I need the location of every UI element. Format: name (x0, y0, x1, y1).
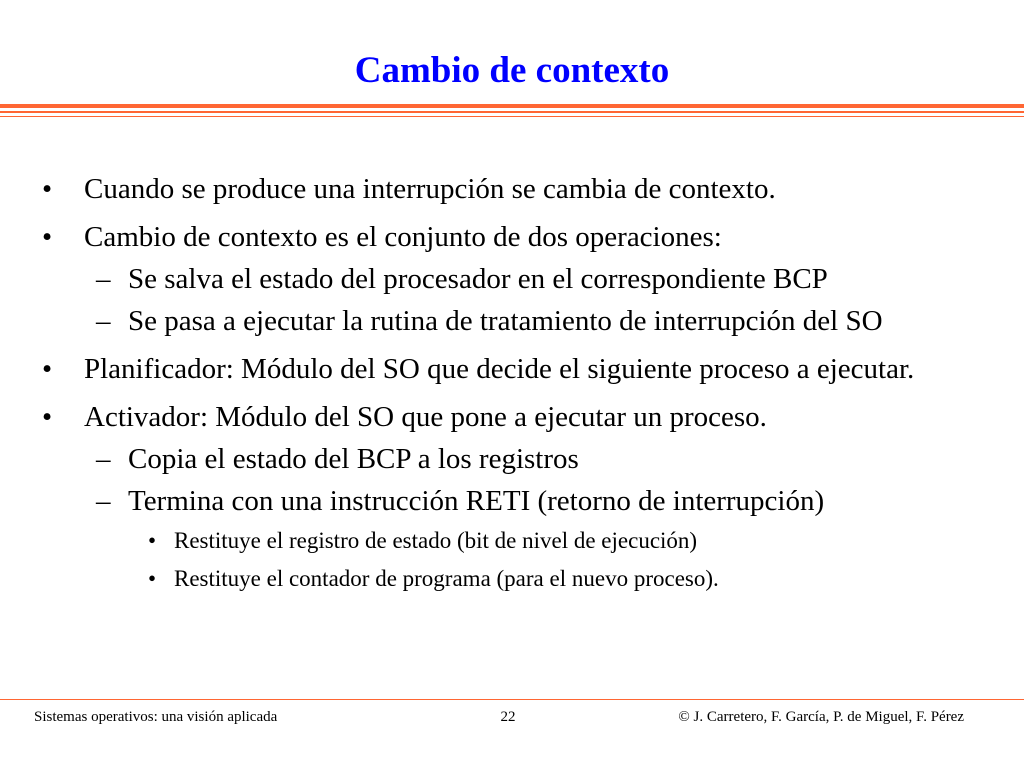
bullet-marker: • (42, 221, 53, 253)
bullet-text: Activador: Módulo del SO que pone a ejecutar un proceso. (84, 401, 767, 433)
bullet-item (0, 216, 964, 258)
bullet-list (0, 168, 1024, 598)
bullet-item (0, 348, 964, 390)
sub-bullet-text: Copia el estado del BCP a los registros (128, 443, 579, 475)
bullet-item (0, 168, 964, 210)
sub-sub-bullet-item (0, 522, 974, 560)
title-rule-medium (0, 111, 1024, 113)
slide-title: Cambio de contexto (354, 50, 670, 91)
bullet-text: Cambio de contexto es el conjunto de dos operaciones: (84, 221, 722, 253)
footer-book-title: Sistemas operativos: una visión aplicada (34, 709, 278, 725)
sub-bullet-item (0, 300, 968, 342)
bullet-text: Planificador: Módulo del SO que decide el siguiente proceso a ejecutar. (84, 353, 915, 385)
bullet-marker: • (148, 528, 157, 553)
dash-marker: – (96, 305, 111, 337)
bullet-item (0, 396, 964, 438)
bullet-marker: • (42, 353, 53, 385)
dash-marker: – (96, 485, 111, 517)
dash-marker: – (96, 263, 111, 295)
footer-page-number: 22 (500, 709, 516, 725)
sub-sub-bullet-text: Restituye el registro de estado (bit de nivel de ejecución) (174, 528, 698, 553)
sub-bullet-item (0, 258, 968, 300)
title-rule-thick (0, 104, 1024, 108)
sub-sub-bullet-item (0, 560, 974, 598)
sub-bullet-text: Termina con una instrucción RETI (retorno de interrupción) (128, 485, 825, 517)
bullet-marker: • (148, 566, 157, 591)
footer-authors: © J. Carretero, F. García, P. de Miguel, F. Pérez (678, 709, 964, 725)
sub-bullet-text: Se pasa a ejecutar la rutina de tratamiento de interrupción del SO (128, 305, 883, 337)
sub-bullet-item (0, 480, 968, 522)
bullet-marker: • (42, 401, 53, 433)
sub-sub-bullet-text: Restituye el contador de programa (para el nuevo proceso). (174, 566, 719, 591)
footer-rule (0, 699, 1024, 700)
bullet-marker: • (42, 173, 53, 205)
dash-marker: – (96, 443, 111, 475)
title-rule-thin (0, 116, 1024, 117)
sub-bullet-text: Se salva el estado del procesador en el correspondiente BCP (128, 263, 828, 295)
sub-bullet-item (0, 438, 968, 480)
bullet-text: Cuando se produce una interrupción se cambia de contexto. (84, 173, 776, 205)
